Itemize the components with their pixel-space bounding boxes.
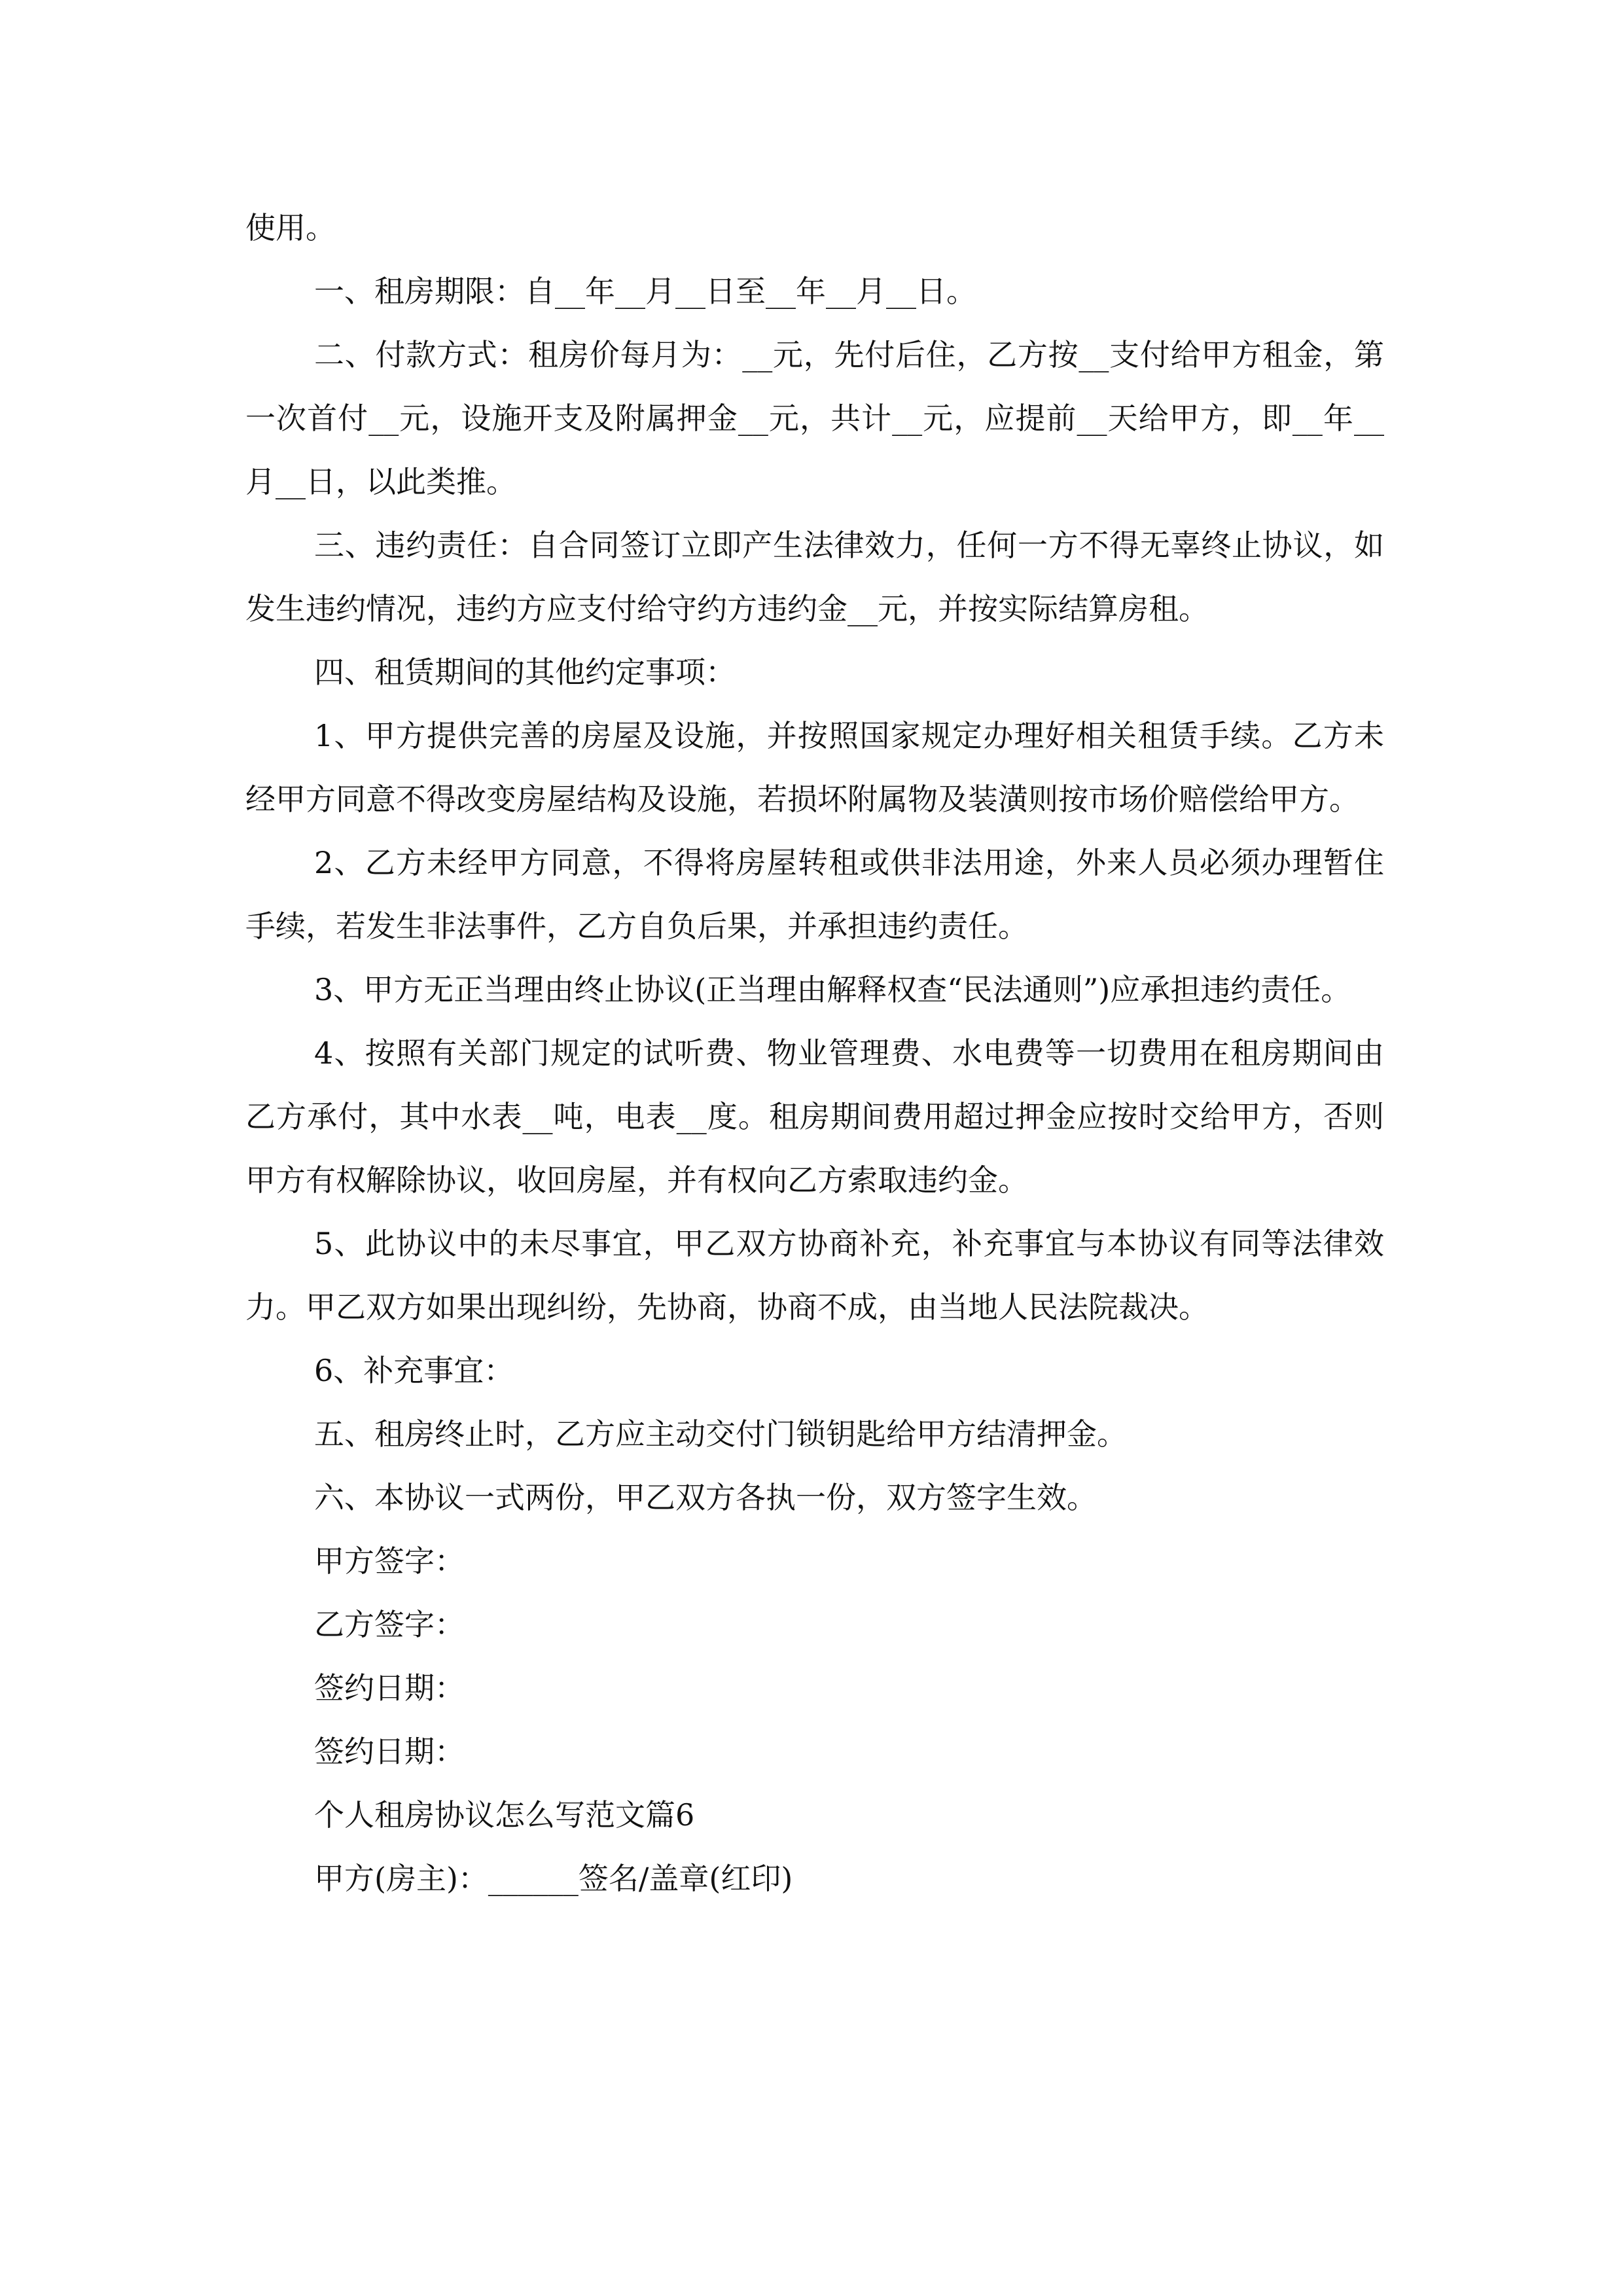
paragraph-term-2: 2、乙方未经甲方同意，不得将房屋转租或供非法用途，外来人员必须办理暂住手续，若发生非法事件，乙方自负后果，并承担违约责任。 [245,845,1384,944]
party-a-signature-label: 甲方签字： [314,1543,465,1579]
document-body [245,196,1384,1910]
paragraph-continuation: 使用。 [245,210,336,245]
paragraph-rental-term: 一、租房期限：自__年__月__日至__年__月__日。 [314,274,976,309]
paragraph-termination: 五、租房终止时，乙方应主动交付门锁钥匙给甲方结清押金。 [314,1416,1127,1452]
paragraph-term-4: 4、按照有关部门规定的试听费、物业管理费、水电费等一切费用在租房期间由乙方承付，其中水表__吨，电表__度。租房期间费用超过押金应按时交给甲方，否则甲方有权解除协议，收回房屋，并有权向乙方索取违约金。 [245,1035,1384,1198]
paragraph-other-terms-heading: 四、租赁期间的其他约定事项： [314,655,736,690]
signing-date-label-repeat: 签约日期： [314,1734,465,1769]
paragraph-payment-method: 二、付款方式：租房价每月为：__元，先付后住，乙方按__支付给甲方租金，第一次首付__元，设施开支及附属押金__元，共计__元，应提前__天给甲方，即__年__月__日，以此类推。 [245,337,1384,499]
paragraph-term-5: 5、此协议中的未尽事宜，甲乙双方协商补充，补充事宜与本协议有同等法律效力。甲乙双方如果出现纠纷，先协商，协商不成，由当地人民法院裁决。 [245,1226,1384,1325]
landlord-signature-line: 甲方(房主)：______签名/盖章(红印) [314,1861,793,1896]
paragraph-term-1: 1、甲方提供完善的房屋及设施，并按照国家规定办理好相关租赁手续。乙方未经甲方同意不得改变房屋结构及设施，若损坏附属物及装潢则按市场价赔偿给甲方。 [245,718,1384,817]
paragraph-term-6: 6、补充事宜： [314,1353,514,1388]
paragraph-term-3: 3、甲方无正当理由终止协议(正当理由解释权查“民法通则”)应承担违约责任。 [314,972,1351,1007]
paragraph-copies: 六、本协议一式两份，甲乙双方各执一份，双方签字生效。 [314,1480,1097,1515]
signing-date-label: 签约日期： [314,1670,465,1706]
party-b-signature-label: 乙方签字： [314,1607,465,1642]
paragraph-breach-liability: 三、违约责任：自合同签订立即产生法律效力，任何一方不得无辜终止协议，如发生违约情况，违约方应支付给守约方违约金__元，并按实际结算房租。 [245,528,1384,626]
next-sample-title: 个人租房协议怎么写范文篇6 [314,1797,695,1833]
